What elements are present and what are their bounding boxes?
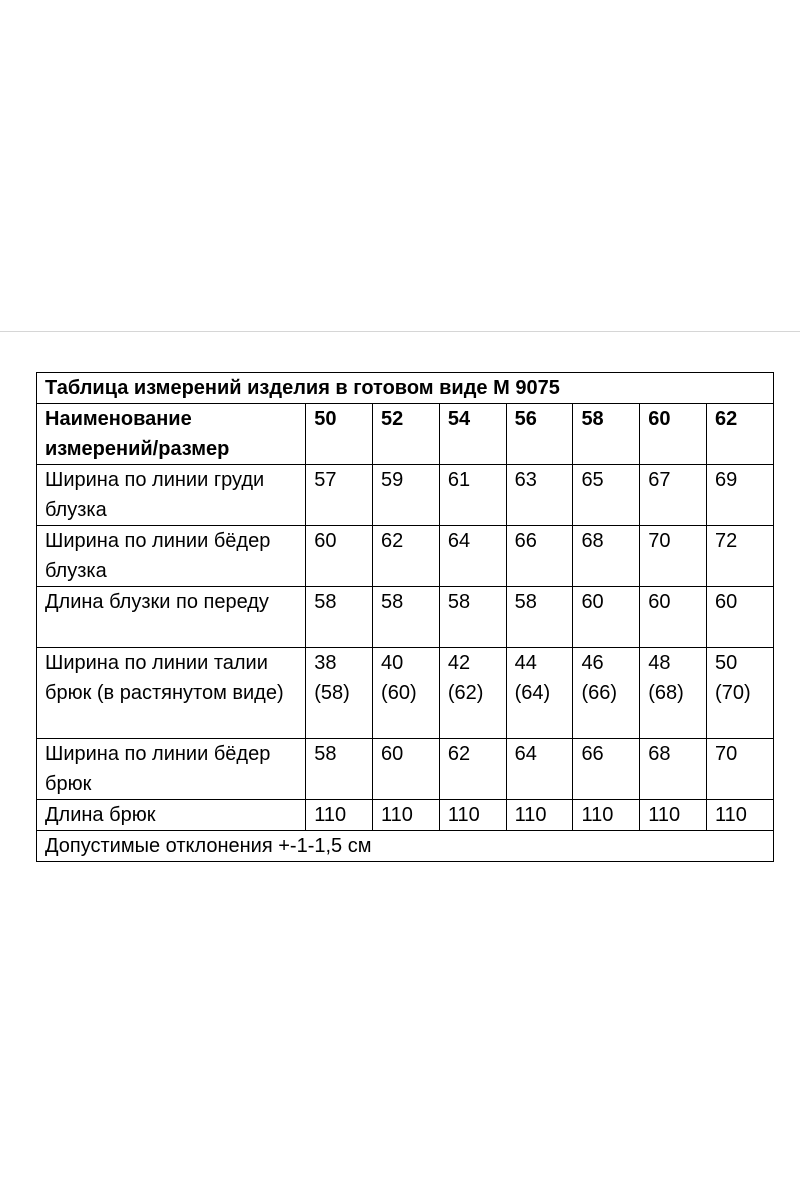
table-cell: 72	[707, 526, 774, 587]
table-row	[37, 587, 774, 648]
table-cell: 58	[306, 587, 373, 648]
table-cell: 60	[306, 526, 373, 587]
tolerance-note: Допустимые отклонения +-1-1,5 см	[37, 831, 774, 862]
table-cell: 42 (62)	[439, 648, 506, 739]
table-cell: 110	[707, 800, 774, 831]
table-title-row	[37, 373, 774, 404]
table-cell: 110	[373, 800, 440, 831]
table-cell: 40 (60)	[373, 648, 440, 739]
table-header-row	[37, 404, 774, 465]
table-cell: 58	[306, 739, 373, 800]
table-cell: 60	[573, 587, 640, 648]
table-cell: 62	[373, 526, 440, 587]
table-cell: 110	[506, 800, 573, 831]
table-cell: 46 (66)	[573, 648, 640, 739]
table-cell: 58	[506, 587, 573, 648]
measurement-table	[36, 372, 774, 862]
table-row	[37, 465, 774, 526]
table-title: Таблица измерений изделия в готовом виде М 9075	[37, 373, 774, 404]
size-header: 58	[573, 404, 640, 465]
table-cell: 38 (58)	[306, 648, 373, 739]
table-cell: 59	[373, 465, 440, 526]
header-label: Наименование измерений/размер	[37, 404, 306, 465]
row-label: Длина брюк	[37, 800, 306, 831]
table-cell: 64	[439, 526, 506, 587]
table-cell: 69	[707, 465, 774, 526]
table-cell: 68	[573, 526, 640, 587]
size-header: 62	[707, 404, 774, 465]
size-header: 50	[306, 404, 373, 465]
table-cell: 50 (70)	[707, 648, 774, 739]
table-cell: 60	[707, 587, 774, 648]
table-cell: 61	[439, 465, 506, 526]
table-row	[37, 800, 774, 831]
table-row	[37, 526, 774, 587]
table-row	[37, 648, 774, 739]
row-label: Ширина по линии талии брюк (в растянутом виде)	[37, 648, 306, 739]
measurement-table-container	[36, 372, 774, 862]
table-row	[37, 739, 774, 800]
table-cell: 60	[373, 739, 440, 800]
table-cell: 66	[506, 526, 573, 587]
row-label: Ширина по линии груди блузка	[37, 465, 306, 526]
table-cell: 70	[640, 526, 707, 587]
table-cell: 44 (64)	[506, 648, 573, 739]
table-cell: 68	[640, 739, 707, 800]
table-cell: 48 (68)	[640, 648, 707, 739]
table-cell: 63	[506, 465, 573, 526]
table-cell: 62	[439, 739, 506, 800]
table-cell: 58	[373, 587, 440, 648]
table-footer-row	[37, 831, 774, 862]
table-cell: 64	[506, 739, 573, 800]
table-cell: 110	[439, 800, 506, 831]
row-label: Ширина по линии бёдер брюк	[37, 739, 306, 800]
table-cell: 65	[573, 465, 640, 526]
size-header: 52	[373, 404, 440, 465]
size-header: 60	[640, 404, 707, 465]
table-cell: 58	[439, 587, 506, 648]
row-label: Ширина по линии бёдер блузка	[37, 526, 306, 587]
table-cell: 110	[573, 800, 640, 831]
table-cell: 110	[306, 800, 373, 831]
page-divider	[0, 331, 800, 332]
table-cell: 70	[707, 739, 774, 800]
table-cell: 67	[640, 465, 707, 526]
table-cell: 110	[640, 800, 707, 831]
size-header: 56	[506, 404, 573, 465]
size-header: 54	[439, 404, 506, 465]
table-cell: 57	[306, 465, 373, 526]
row-label: Длина блузки по переду	[37, 587, 306, 648]
table-cell: 60	[640, 587, 707, 648]
table-cell: 66	[573, 739, 640, 800]
